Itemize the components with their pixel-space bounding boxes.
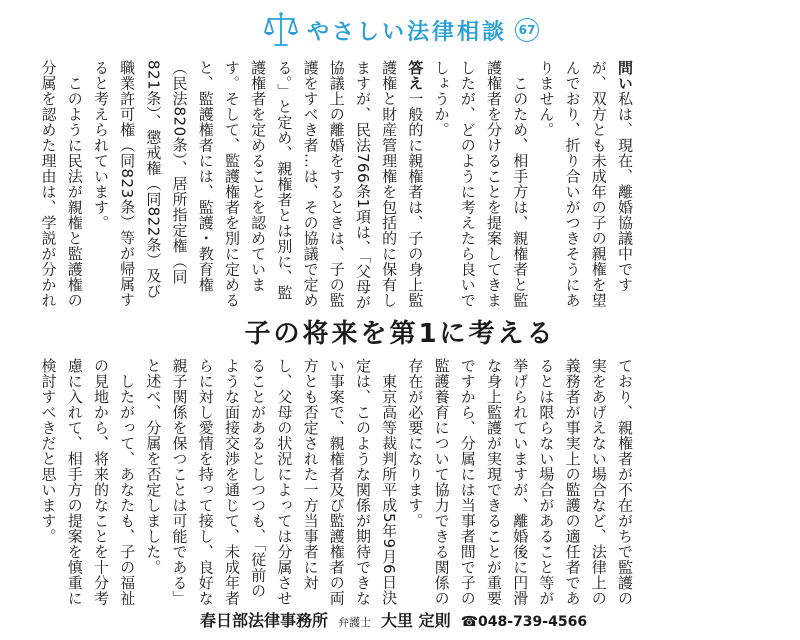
series-title: やさしい法律相談 — [306, 19, 507, 45]
answer-paragraph-2: このように民法が親権と監護権の分属を認めた理由は、学説が分かれ — [39, 60, 84, 308]
answer-paragraph-2-cont: ており、親権者が不在がちで監護の実をあげえない場合など、法律上の義務者が事実上の監護の適任者であるとは限らない場合があること等が挙げられていますが、離婚後に円滑な身上監護が実現できることが重要ですから、分属には当事者間で子の監護養育について協力できる関係の存在が必要になります。 — [406, 358, 634, 606]
article-column-bottom — [39, 358, 638, 610]
firm-name: 春日部法律事務所 — [200, 611, 329, 630]
question-paragraph-2: このため、相手方は、親権者と監護権者を分けることを提案してきましたが、どのように考えたら良いでしょうか。 — [432, 60, 530, 308]
article-column-top — [39, 60, 638, 312]
author-role: 弁護士 — [338, 616, 372, 629]
headline: 子の将来を第1に考える — [244, 319, 556, 349]
phone-number: ☎048-739-4566 — [460, 614, 588, 630]
series-header — [0, 8, 800, 52]
answer-tag: 答え — [406, 60, 425, 91]
scales-of-justice-icon — [261, 10, 301, 50]
answer-paragraph-3: 東京高等裁判所平成5年9月6日決定は、このような関係が期待できない事案で、親権者及び監護権者の両方とも否定された一方当事者に対し、父母の状況によっては分属させることがあるとしつつも、「従前のような面接交渉を通じて、未成年者らに対し愛情を持って接し、良好な親子関係を保つことは可能である」と述べ、分属を否定しました。 — [144, 358, 399, 606]
question-body: 私は、現在、離婚協議中ですが、双方とも未成年の子の親権を望んでおり、折り合いがつきそうにありません。 — [537, 60, 634, 308]
answer-paragraph — [88, 60, 429, 312]
answer-body: 一般的に親権者は、子の身上監護権と財産管理権を包括的に保有しますが、民法766条1項は、「父母が協議上の離婚をするときは、子の監護をすべき者…は、その協議で定める。」と定め、親権者とは別に、監護権者を定めることを認めています。そして、監護権者を別に定めると、監護権者には、監護・教育権（民法820条）、居所指定権（同821条）、懲戒権（同822条）及び職業許可権（同823条）等が帰属すると考えられています。 — [91, 60, 425, 310]
author-footer — [200, 608, 620, 631]
question-paragraph — [533, 60, 638, 312]
question-tag: 問い — [616, 60, 634, 91]
answer-paragraph-4: したがって、あなたも、子の福祉の見地から、将来的なことを十分考慮に入れて、相手方の提案を慎重に検討すべきだと思います。 — [39, 358, 137, 606]
issue-number-badge: 67 — [515, 18, 539, 42]
author-name: 大里 定則 — [381, 611, 451, 630]
